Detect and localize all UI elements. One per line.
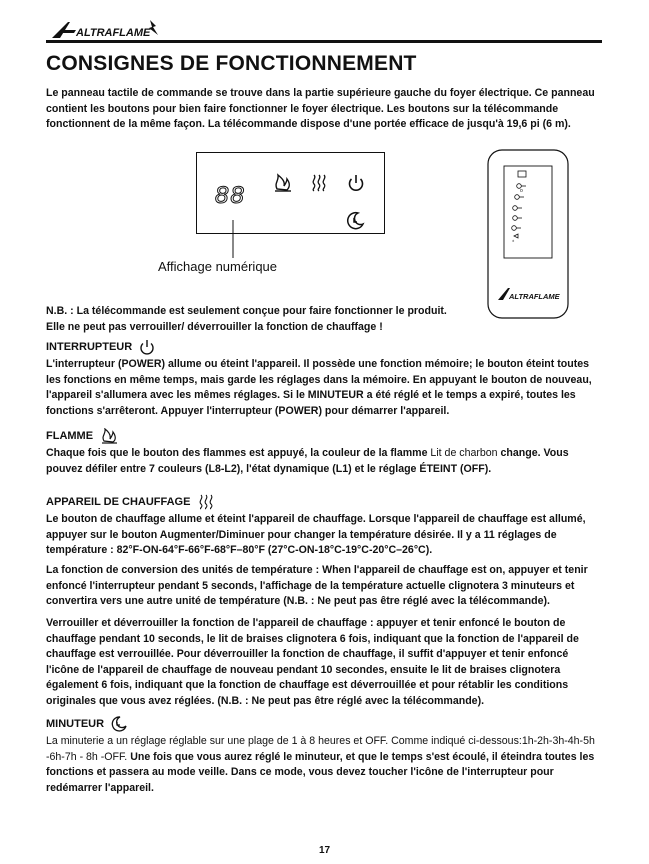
heading-chauffage-label: APPAREIL DE CHAUFFAGE [46,496,191,508]
chauffage-lock: Verrouiller et déverrouiller la fonction de l'appareil de chauffage : appuyer et tenir enfoncé le bouton de chauffage pendant 10 seconds, le lit de braises clignotera 6 fois, indiquant que la fonction de l'appareil de chauffage est verrouillée. Pour déverrouiller la fonction de chauffage, il suffit d'appuyer et tenir enfoncé l'icône de l'appareil de chauffage de nouveau pendant 10 secondes, ensuite le lit de braises clignotera également 6 fois, indiquant que la fonction de chauffage est déverrouillée et pour rétablir les conditions originales que vous avez réglées. (N.B. : Ne peut pas être réglé avec la télécommande). [46,617,579,707]
panel-flame-icon [275,175,291,191]
timer-moon-icon [111,716,127,732]
flamme-body-a: Chaque fois que le bouton des flammes est appuyé, la couleur de la flamme [46,447,431,459]
intro-paragraph: Le panneau tactile de commande se trouve dans la partie supérieure gauche du foyer électrique. Ce panneau contient les boutons pour bien faire fonctionner le foyer électrique. Les boutons sur la télécommande fonctionnent de la même façon. La télécommande dispose d'une portée efficace de jusqu'à 19,6 pi (6 m). [46,87,595,130]
heading-minuteur-label: MINUTEUR [46,718,105,730]
remote-control [484,148,572,320]
display-pointer [228,220,238,260]
svg-text:o: o [520,188,523,194]
header-rule [46,40,602,43]
svg-text:±: ± [512,238,515,243]
heading-interrupteur [46,339,155,355]
panel-heat-icon [313,175,325,191]
interrupteur-body: L'interrupteur (POWER) allume ou éteint l'appareil. Il possède une fonction mémoire; le bouton éteint toutes les fonctions en même temps, mais garde les réglages dans la mémoire. En appuyant le bouton de nouveau, l'appareil s'allumera avec les mêmes réglages. Si le MINUTEUR a été réglé et le temps a expiré, toutes les fonctions s'arrêteront. Appuyer l'interrupteur (POWER) pour démarrer l'appareil. [46,358,592,417]
flamme-body-b: change. Vous pouvez défiler entre 7 couleurs (L8-L2), l'état dynamique (L1) et le réglage ÉTEINT (OFF). [46,447,569,475]
flamme-body [46,446,602,477]
note-block [46,304,602,335]
heading-flamme-label: FLAMME [46,430,94,442]
flame-icon [100,428,120,444]
brand-logo [50,16,160,42]
remote-logo-text: ALTRAFLAME [509,292,560,301]
heading-minuteur [46,716,127,732]
panel-power-icon [350,175,363,190]
page-number: 17 [318,845,331,856]
heading-flamme [46,428,120,444]
minuteur-body-light: La minuterie a un réglage réglable sur une plage de 1 à 8 heures et OFF. Comme indiqué ci-dessous:1h-2h-3h-4h-5h -6h-7h - 8h -OFF. [46,735,595,763]
power-icon [139,339,155,355]
flamme-highlight: Lit de charbon [430,447,498,459]
note-line-1: N.B. : La télécommande est seulement conçue pour faire fonctionner le produit. [46,305,447,317]
heat-waves-icon [198,494,214,510]
control-panel [196,152,385,234]
digital-display: 88 [215,182,246,209]
page-title: CONSIGNES DE FONCTIONNEMENT [46,52,417,75]
minuteur-body [46,734,602,796]
display-caption: Affichage numérique [158,259,278,274]
chauffage-conversion: La fonction de conversion des unités de température : When l'appareil de chauffage est on, appuyer et tenir enfoncé l'interrupteur pendant 5 seconds, l'affichage de la température actuelle clignotera 3 minuteurs et convertira vers une autre unité de température (N.B. : Ne peut pas être réglé avec la télécommande). [46,564,588,607]
brand-logo-text: ALTRAFLAME [76,27,151,39]
chauffage-body: Le bouton de chauffage allume et éteint l'appareil de chauffage. Lorsque l'appareil de chauffage est allumé, appuyer sur le bouton Augmenter/Diminuer pour changer la température désirée. Il y a 11 réglages de température : 82°F-ON-64°F-66°F-68°F–80°F (27°C-ON-18°C-19°C-20°C–26°C). [46,513,586,556]
note-line-2: Elle ne peut pas verrouiller/ déverrouiller la fonction de chauffage ! [46,320,383,333]
minuteur-body-bold: Une fois que vous aurez réglé le minuteur, et que le temps s'est écoulé, il éteindra toutes les fonctions et passera au mode veille. Dans ce mode, vous devez toucher l'icône de l'interrupteur pour redémarrer l'appareil. [46,750,595,794]
panel-timer-icon [348,213,363,229]
heading-chauffage [46,494,214,510]
heading-interrupteur-label: INTERRUPTEUR [46,341,133,353]
